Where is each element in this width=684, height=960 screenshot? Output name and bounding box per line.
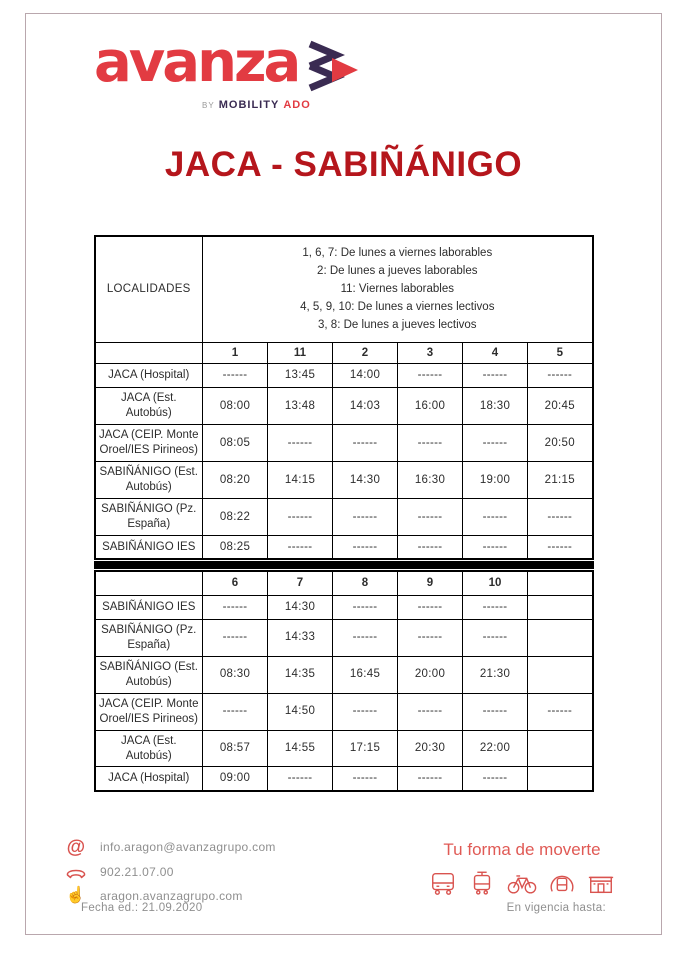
time-cell: ------ — [203, 619, 268, 656]
stop-name-cell: SABIÑÁNIGO (Pz. España) — [95, 619, 203, 656]
phone-icon — [64, 865, 88, 880]
time-cell: 14:55 — [268, 730, 333, 767]
time-cell: ------ — [398, 499, 463, 536]
time-cell: 14:30 — [333, 462, 398, 499]
time-cell: 08:25 — [203, 535, 268, 559]
contact-web: aragon.avanzagrupo.com — [100, 888, 243, 903]
legend-row — [95, 236, 593, 342]
tram-icon — [468, 870, 496, 896]
time-cell: 16:30 — [398, 462, 463, 499]
stop-name-cell: JACA (CEIP. Monte Oroel/IES Pirineos) — [95, 693, 203, 730]
time-cell: 18:30 — [463, 388, 528, 425]
time-cell: ------ — [333, 535, 398, 559]
service-number-header — [528, 571, 593, 595]
legend-line: 4, 5, 9, 10: De lunes a viernes lectivos — [300, 301, 495, 314]
time-cell — [528, 767, 593, 791]
time-cell: ------ — [463, 364, 528, 388]
logo-ado-text: ADO — [283, 99, 311, 111]
bottom-row — [81, 902, 606, 914]
service-number-header: 9 — [398, 571, 463, 595]
stop-name-cell: SABIÑÁNIGO (Est. Autobús) — [95, 462, 203, 499]
metro-icon — [548, 870, 576, 896]
contact-phone-row — [64, 865, 276, 880]
time-cell: ------ — [528, 693, 593, 730]
time-cell: 16:45 — [333, 656, 398, 693]
time-cell: ------ — [463, 595, 528, 619]
time-cell: 14:30 — [268, 595, 333, 619]
contact-email-row — [64, 838, 276, 857]
timetable-row — [95, 595, 593, 619]
time-cell: ------ — [463, 693, 528, 730]
time-cell: 08:57 — [203, 730, 268, 767]
time-cell: ------ — [463, 499, 528, 536]
avanza-logo-text: avanza — [94, 30, 299, 95]
time-cell: 14:35 — [268, 656, 333, 693]
time-cell: ------ — [268, 499, 333, 536]
time-cell: ------ — [398, 767, 463, 791]
time-cell: 08:05 — [203, 425, 268, 462]
stop-name-cell: JACA (CEIP. Monte Oroel/IES Pirineos) — [95, 425, 203, 462]
time-cell: ------ — [398, 595, 463, 619]
time-cell: 16:00 — [398, 388, 463, 425]
timetable — [94, 235, 594, 792]
validity-label: En vigencia hasta: — [506, 902, 606, 914]
timetable-row — [95, 425, 593, 462]
service-number-header: 8 — [333, 571, 398, 595]
time-cell: ------ — [333, 595, 398, 619]
edition-date: Fecha ed.: 21.09.2020 — [81, 902, 203, 914]
stop-name-cell: SABIÑÁNIGO (Est. Autobús) — [95, 656, 203, 693]
corner-cell — [95, 342, 203, 364]
time-cell: 13:45 — [268, 364, 333, 388]
localidades-header: LOCALIDADES — [95, 236, 203, 342]
time-cell: 13:48 — [268, 388, 333, 425]
stop-name-cell: SABIÑÁNIGO IES — [95, 535, 203, 559]
timetable-row — [95, 388, 593, 425]
timetable-row — [95, 535, 593, 559]
corner-cell — [95, 571, 203, 595]
email-at-icon: @ — [66, 836, 86, 858]
time-cell: ------ — [203, 595, 268, 619]
logo-mobility-text: MOBILITY — [218, 99, 280, 111]
stop-name-cell: JACA (Hospital) — [95, 767, 203, 791]
time-cell: ------ — [203, 693, 268, 730]
footer — [64, 838, 615, 912]
station-icon — [587, 870, 615, 896]
time-cell: 08:00 — [203, 388, 268, 425]
time-cell: ------ — [398, 364, 463, 388]
avanza-arrow-icon — [302, 40, 364, 97]
time-cell: ------ — [398, 425, 463, 462]
legend-line: 1, 6, 7: De lunes a viernes laborables — [302, 246, 493, 259]
timetable-row — [95, 462, 593, 499]
time-cell: 20:30 — [398, 730, 463, 767]
logo-subtitle — [94, 99, 434, 111]
legend-line: 2: De lunes a jueves laborables — [317, 265, 478, 278]
service-number-header: 6 — [203, 571, 268, 595]
timetable-row — [95, 619, 593, 656]
time-cell: ------ — [528, 535, 593, 559]
time-cell: ------ — [463, 535, 528, 559]
time-cell: ------ — [333, 425, 398, 462]
transport-icons — [429, 870, 615, 896]
bus-icon — [429, 870, 457, 896]
service-number-row — [95, 342, 593, 364]
service-number-header: 11 — [268, 342, 333, 364]
time-cell: 17:15 — [333, 730, 398, 767]
page-frame — [25, 13, 662, 935]
service-number-header: 2 — [333, 342, 398, 364]
service-number-row — [95, 571, 593, 595]
time-cell: ------ — [463, 619, 528, 656]
time-cell: ------ — [268, 767, 333, 791]
time-cell — [528, 619, 593, 656]
stop-name-cell: JACA (Hospital) — [95, 364, 203, 388]
timetable-row — [95, 364, 593, 388]
time-cell: ------ — [333, 499, 398, 536]
time-cell: 09:00 — [203, 767, 268, 791]
time-cell: 21:15 — [528, 462, 593, 499]
time-cell — [528, 730, 593, 767]
stop-name-cell: SABIÑÁNIGO IES — [95, 595, 203, 619]
time-cell: 08:22 — [203, 499, 268, 536]
legend-line: 3, 8: De lunes a jueves lectivos — [318, 319, 477, 332]
time-cell: 21:30 — [463, 656, 528, 693]
time-cell: ------ — [203, 364, 268, 388]
service-number-header: 1 — [203, 342, 268, 364]
time-cell: ------ — [528, 499, 593, 536]
section-divider — [94, 561, 594, 569]
logo-by-text: BY — [202, 101, 215, 110]
route-title: JACA - SABIÑÁNIGO — [164, 145, 523, 184]
time-cell: ------ — [398, 619, 463, 656]
tagline-text: Tu forma de moverte — [443, 839, 601, 859]
timetable-row — [95, 730, 593, 767]
bike-icon — [507, 870, 537, 896]
timetable-row — [95, 693, 593, 730]
time-cell: 14:00 — [333, 364, 398, 388]
hand-click-icon: ☝ — [65, 886, 87, 904]
time-cell: 14:15 — [268, 462, 333, 499]
contact-list — [64, 838, 276, 912]
timetable-row — [95, 656, 593, 693]
service-legend — [203, 236, 593, 342]
time-cell: 14:33 — [268, 619, 333, 656]
stop-name-cell: JACA (Est. Autobús) — [95, 388, 203, 425]
stop-name-cell: JACA (Est. Autobús) — [95, 730, 203, 767]
legend-line: 11: Viernes laborables — [340, 283, 454, 296]
time-cell: 19:00 — [463, 462, 528, 499]
contact-phone: 902.21.07.00 — [100, 865, 174, 880]
time-cell: ------ — [398, 535, 463, 559]
time-cell: 20:50 — [528, 425, 593, 462]
time-cell — [528, 656, 593, 693]
service-number-header: 7 — [268, 571, 333, 595]
contact-email: info.aragon@avanzagrupo.com — [100, 840, 276, 855]
time-cell: ------ — [268, 535, 333, 559]
time-cell: 08:20 — [203, 462, 268, 499]
timetable-row — [95, 499, 593, 536]
service-number-header: 4 — [463, 342, 528, 364]
time-cell: ------ — [398, 693, 463, 730]
time-cell: ------ — [268, 425, 333, 462]
time-cell: 20:45 — [528, 388, 593, 425]
time-cell: ------ — [528, 364, 593, 388]
time-cell: 08:30 — [203, 656, 268, 693]
time-cell: 22:00 — [463, 730, 528, 767]
service-number-header: 3 — [398, 342, 463, 364]
time-cell: 14:50 — [268, 693, 333, 730]
timetable-section-2 — [94, 570, 594, 792]
service-number-header: 10 — [463, 571, 528, 595]
time-cell: 14:03 — [333, 388, 398, 425]
time-cell — [528, 595, 593, 619]
brand-logo — [94, 30, 434, 111]
time-cell: 20:00 — [398, 656, 463, 693]
time-cell: ------ — [333, 767, 398, 791]
time-cell: ------ — [463, 425, 528, 462]
time-cell: ------ — [333, 619, 398, 656]
tagline-block — [429, 838, 615, 912]
stop-name-cell: SABIÑÁNIGO (Pz. España) — [95, 499, 203, 536]
timetable-section-1 — [94, 235, 594, 560]
timetable-row — [95, 767, 593, 791]
service-number-header: 5 — [528, 342, 593, 364]
time-cell: ------ — [333, 693, 398, 730]
time-cell: ------ — [463, 767, 528, 791]
